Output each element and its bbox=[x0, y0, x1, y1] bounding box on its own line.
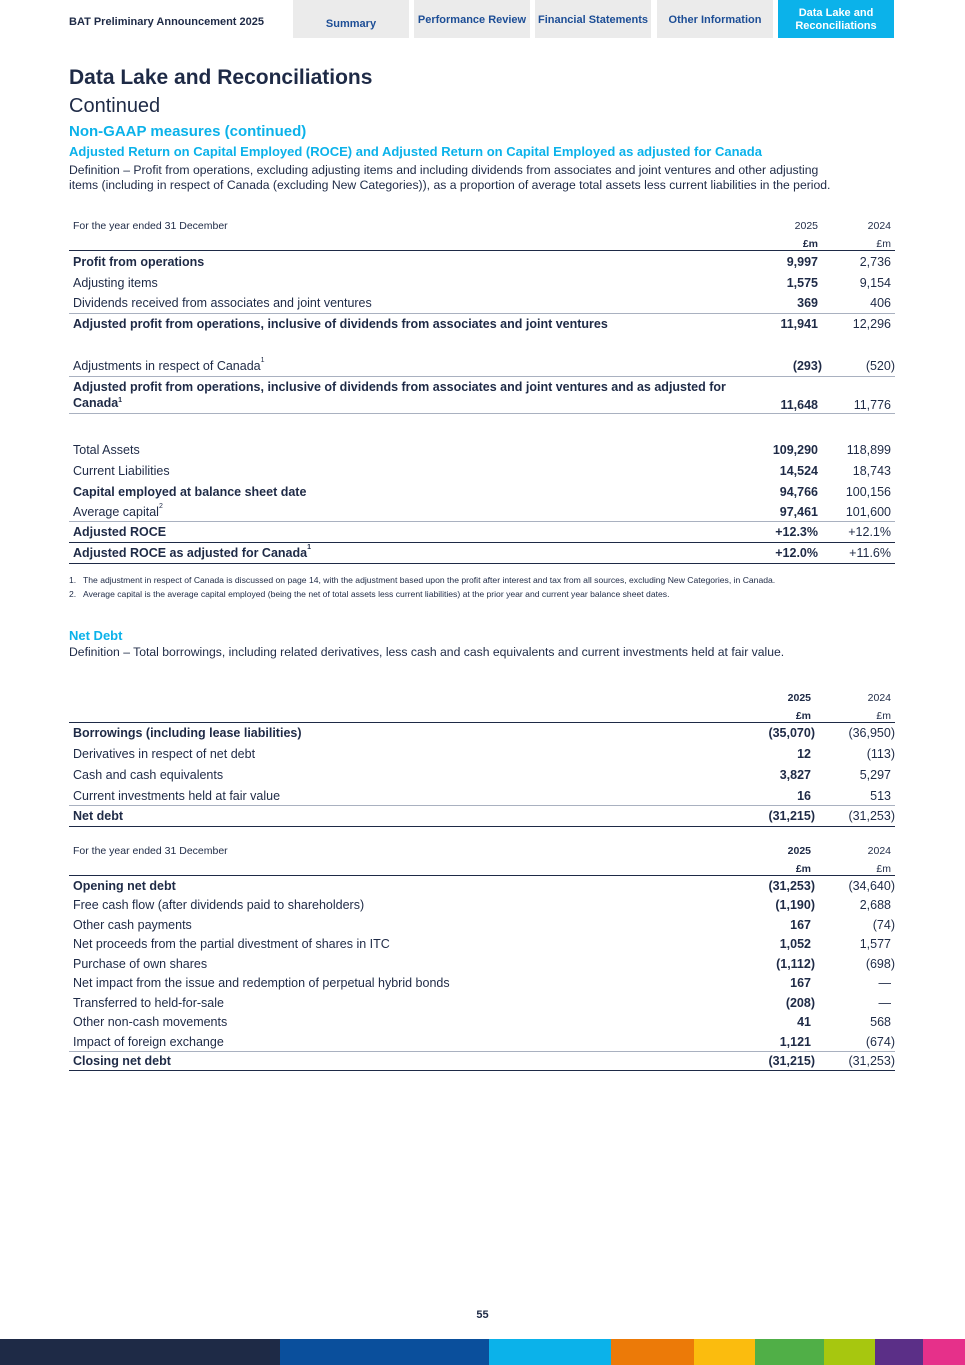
net-debt-heading: Net Debt bbox=[69, 628, 123, 643]
row-label: Opening net debt bbox=[73, 879, 176, 893]
row-label: Impact of foreign exchange bbox=[73, 1035, 224, 1049]
row-label: Closing net debt bbox=[73, 1054, 171, 1068]
row-label: Purchase of own shares bbox=[73, 957, 208, 971]
value-2025: 11,941 bbox=[780, 317, 818, 331]
table-row bbox=[69, 314, 895, 334]
unit-2025: £m bbox=[802, 238, 818, 250]
divider bbox=[69, 563, 895, 564]
value-2024: (74) bbox=[872, 918, 895, 932]
value-2025: (31,215) bbox=[768, 809, 815, 823]
value-2025: (208) bbox=[785, 996, 815, 1010]
table-row bbox=[69, 482, 895, 502]
value-2025: 3,827 bbox=[779, 768, 811, 782]
table-row bbox=[69, 502, 895, 522]
row-label: Current Liabilities bbox=[73, 464, 170, 478]
table-row bbox=[69, 723, 895, 743]
table-row bbox=[69, 1032, 895, 1052]
value-2024: (31,253) bbox=[848, 1054, 895, 1068]
footer-segment bbox=[280, 1339, 489, 1365]
row-label: Transferred to held-for-sale bbox=[73, 996, 224, 1010]
col-2025-header: 2025 bbox=[787, 692, 811, 704]
tab-financial-statements[interactable]: Financial Statements bbox=[535, 0, 651, 38]
footer-color-bar bbox=[0, 1339, 965, 1365]
col-2024-header: 2024 bbox=[867, 692, 891, 704]
col-2025-header: 2025 bbox=[787, 845, 811, 857]
table-row bbox=[69, 993, 895, 1013]
table-row bbox=[69, 1051, 895, 1071]
value-2024: (674) bbox=[865, 1035, 895, 1049]
table-row bbox=[69, 954, 895, 974]
value-2024: 406 bbox=[870, 296, 891, 310]
unit-2025: £m bbox=[795, 710, 811, 722]
value-2024: 2,688 bbox=[859, 898, 891, 912]
value-2025: 167 bbox=[790, 918, 811, 932]
value-2025: (293) bbox=[792, 359, 822, 373]
value-2024: 118,899 bbox=[846, 443, 891, 457]
value-2024: 18,743 bbox=[852, 464, 891, 478]
value-2025: 14,524 bbox=[779, 464, 818, 478]
col-2024-header: 2024 bbox=[867, 220, 891, 232]
row-label: Profit from operations bbox=[73, 255, 205, 269]
value-2024: (113) bbox=[866, 747, 895, 761]
footer-segment bbox=[755, 1339, 824, 1365]
row-label: Adjusted profit from operations, inclusive of dividends from associates and joint ventures bbox=[73, 317, 608, 331]
value-2025: (1,190) bbox=[775, 898, 815, 912]
value-2025: 1,052 bbox=[779, 937, 811, 951]
value-2025: (31,253) bbox=[768, 879, 815, 893]
footnote: 1. The adjustment in respect of Canada is discussed on page 14, with the adjustment based upon the profit after interest and tax from all sources, excluding New Categories, in Canada. bbox=[69, 575, 776, 585]
row-label: Other non-cash movements bbox=[73, 1015, 228, 1029]
table-row bbox=[69, 934, 895, 954]
table-row bbox=[69, 806, 895, 826]
row-label: Derivatives in respect of net debt bbox=[73, 747, 256, 761]
value-2025: 1,121 bbox=[779, 1035, 811, 1049]
unit-2025: £m bbox=[795, 863, 811, 875]
divider bbox=[69, 1070, 895, 1071]
value-2025: 9,997 bbox=[786, 255, 818, 269]
tab-other-information[interactable]: Other Information bbox=[657, 0, 773, 38]
divider bbox=[69, 826, 895, 827]
row-label: Net impact from the issue and redemption of perpetual hybrid bonds bbox=[73, 976, 450, 990]
row-label: Free cash flow (after dividends paid to shareholders) bbox=[73, 898, 365, 912]
value-2025: 369 bbox=[797, 296, 818, 310]
tab-summary[interactable]: Summary bbox=[293, 0, 409, 38]
value-2025: 97,461 bbox=[779, 505, 818, 519]
page-title: Data Lake and Reconciliations bbox=[69, 66, 373, 89]
footer-segment bbox=[923, 1339, 965, 1365]
row-label: Adjusted ROCE as adjusted for Canada$^1$ bbox=[73, 544, 311, 560]
footer-segment bbox=[611, 1339, 694, 1365]
table-row bbox=[69, 915, 895, 935]
footer-segment bbox=[0, 1339, 280, 1365]
table-unit-row bbox=[69, 234, 895, 254]
table-row bbox=[69, 876, 895, 896]
value-2025: 16 bbox=[797, 789, 811, 803]
value-2024: (31,253) bbox=[848, 809, 895, 823]
value-2024: 568 bbox=[870, 1015, 891, 1029]
table-row bbox=[69, 744, 895, 764]
row-label: Adjusted ROCE bbox=[73, 525, 167, 539]
page-number: 55 bbox=[476, 1309, 489, 1321]
period-label: For the year ended 31 December bbox=[73, 220, 228, 232]
page-subtitle: Continued bbox=[69, 95, 161, 117]
row-label: Adjusting items bbox=[73, 276, 158, 290]
table-row bbox=[69, 440, 895, 460]
table-row bbox=[69, 895, 895, 915]
table-row bbox=[69, 356, 895, 376]
row-label: Other cash payments bbox=[73, 918, 192, 932]
table-row bbox=[69, 273, 895, 293]
table-row bbox=[69, 376, 895, 414]
tab-data-lake-and-reconciliations[interactable]: Data Lake and Reconciliations bbox=[778, 0, 894, 38]
value-2025: (1,112) bbox=[776, 957, 815, 971]
value-2024: +11.6% bbox=[849, 546, 891, 560]
section-heading: Non-GAAP measures (continued) bbox=[69, 123, 307, 140]
footer-segment bbox=[694, 1339, 755, 1365]
value-2025: 109,290 bbox=[772, 443, 818, 457]
table-row bbox=[69, 973, 895, 993]
value-2024: 2,736 bbox=[859, 255, 891, 269]
table-header-row bbox=[69, 841, 895, 861]
value-2024: 11,776 bbox=[853, 398, 891, 412]
row-label: Capital employed at balance sheet date bbox=[73, 485, 307, 499]
unit-2024: £m bbox=[876, 710, 891, 722]
value-2024: (36,950) bbox=[848, 726, 895, 740]
table-row bbox=[69, 252, 895, 272]
row-label: Net debt bbox=[73, 809, 123, 823]
row-label: Dividends received from associates and joint ventures bbox=[73, 296, 372, 310]
value-2024: (520) bbox=[865, 359, 895, 373]
table-row bbox=[69, 461, 895, 481]
tab-performance-review[interactable]: Performance Review bbox=[414, 0, 530, 38]
footer-segment bbox=[824, 1339, 875, 1365]
roce-definition: Definition – Profit from operations, excluding adjusting items and including dividends from associates and joint ventures and other adjusting items (including in respect of Canada (excluding New Categories)), as a proportion of average total assets less current liabilities in the period. bbox=[69, 163, 831, 192]
value-2024: (698) bbox=[865, 957, 895, 971]
value-2025: 41 bbox=[797, 1015, 811, 1029]
brand-title: BAT Preliminary Announcement 2025 bbox=[69, 16, 264, 28]
row-label: Net proceeds from the partial divestment of shares in ITC bbox=[73, 937, 390, 951]
divider bbox=[69, 413, 895, 414]
footnote: 2. Average capital is the average capital employed (being the net of total assets less current liabilities) at the prior year and current year balance sheet dates. bbox=[69, 589, 670, 599]
col-2025-header: 2025 bbox=[794, 220, 818, 232]
value-2025: 167 bbox=[790, 976, 811, 990]
unit-2024: £m bbox=[876, 863, 891, 875]
value-2025: 11,648 bbox=[780, 398, 818, 412]
value-2025: 12 bbox=[797, 747, 811, 761]
value-2024: 12,296 bbox=[852, 317, 891, 331]
value-2025: (35,070) bbox=[768, 726, 815, 740]
value-2024: +12.1% bbox=[848, 525, 891, 539]
period-label: For the year ended 31 December bbox=[73, 845, 228, 857]
divider bbox=[69, 250, 895, 251]
row-label: Cash and cash equivalents bbox=[73, 768, 224, 782]
value-2024: — bbox=[878, 976, 891, 990]
row-label: Total Assets bbox=[73, 443, 140, 457]
unit-2024: £m bbox=[876, 238, 891, 250]
value-2024: 100,156 bbox=[845, 485, 891, 499]
table-row bbox=[69, 765, 895, 785]
value-2024: 1,577 bbox=[859, 937, 891, 951]
value-2025: 94,766 bbox=[779, 485, 818, 499]
row-label: Adjustments in respect of Canada$^1$ bbox=[73, 357, 265, 373]
top-navigation bbox=[0, 0, 965, 38]
value-2025: +12.0% bbox=[775, 546, 818, 560]
row-label: Current investments held at fair value bbox=[73, 789, 281, 803]
value-2024: 5,297 bbox=[859, 768, 891, 782]
row-label: Average capital$^2$ bbox=[73, 503, 163, 519]
value-2024: (34,640) bbox=[848, 879, 895, 893]
net-debt-definition: Definition – Total borrowings, including related derivatives, less cash and cash equivalents and current investments held at fair value. bbox=[69, 645, 785, 659]
table-header-row bbox=[69, 688, 895, 708]
table-row bbox=[69, 293, 895, 313]
table-header-row bbox=[69, 216, 895, 236]
value-2025: 1,575 bbox=[786, 276, 818, 290]
value-2024: 9,154 bbox=[859, 276, 891, 290]
footer-segment bbox=[875, 1339, 923, 1365]
value-2024: — bbox=[878, 996, 891, 1010]
value-2025: (31,215) bbox=[768, 1054, 815, 1068]
footer-segment bbox=[489, 1339, 611, 1365]
value-2024: 101,600 bbox=[845, 505, 891, 519]
value-2024: 513 bbox=[870, 789, 891, 803]
table-row bbox=[69, 786, 895, 806]
col-2024-header: 2024 bbox=[867, 845, 891, 857]
row-label: Adjusted profit from operations, inclusive of dividends from associates and joint ventures and as adjusted for Canada$^1$ bbox=[73, 380, 726, 410]
roce-heading: Adjusted Return on Capital Employed (ROCE) and Adjusted Return on Capital Employed as adjusted for Canada bbox=[69, 144, 762, 159]
value-2025: +12.3% bbox=[775, 525, 818, 539]
table-row bbox=[69, 522, 895, 542]
table-row bbox=[69, 543, 895, 563]
row-label: Borrowings (including lease liabilities) bbox=[73, 726, 302, 740]
table-row bbox=[69, 1012, 895, 1032]
